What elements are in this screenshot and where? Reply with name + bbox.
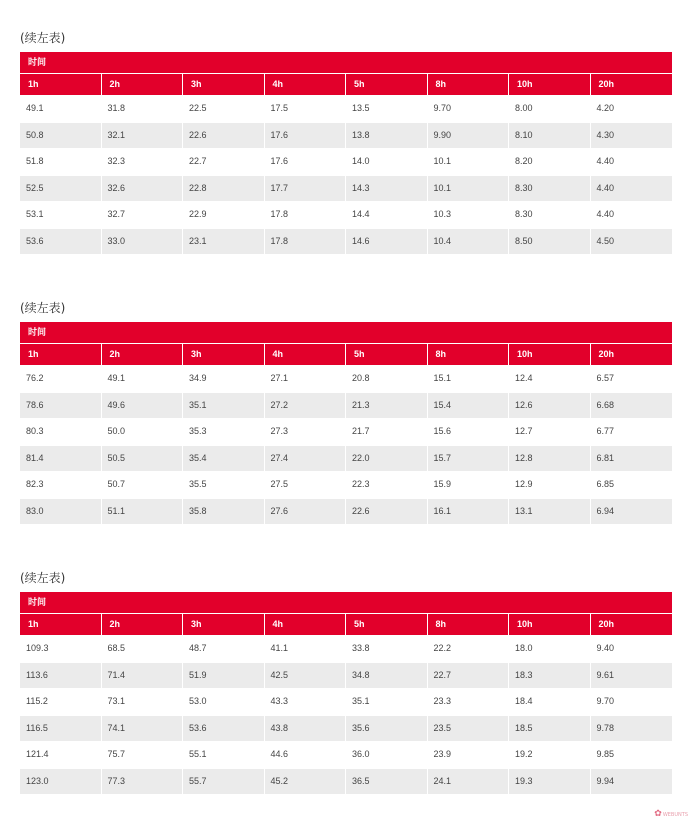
table-cell: 9.90 [428,122,510,149]
table-cell: 51.8 [20,148,102,175]
table-cell: 22.0 [346,445,428,472]
table-cell: 16.1 [428,498,510,525]
column-header: 20h [591,74,673,95]
table-row [20,688,672,715]
column-header: 20h [591,614,673,635]
table-cell: 13.8 [346,122,428,149]
table-cell: 27.1 [265,365,347,392]
table-cell: 34.8 [346,662,428,689]
table-cell: 68.5 [102,635,184,662]
table-cell: 23.5 [428,715,510,742]
table-cell: 53.6 [20,228,102,255]
times-table [20,592,672,794]
table-cell: 22.5 [183,95,265,122]
table-cell: 12.7 [509,418,591,445]
table-cell: 9.78 [591,715,673,742]
column-header: 8h [428,614,510,635]
table-cell: 35.6 [346,715,428,742]
table-cell: 15.1 [428,365,510,392]
table-cell: 36.5 [346,768,428,795]
table-cell: 14.3 [346,175,428,202]
column-header: 4h [265,74,347,95]
table-cell: 15.9 [428,471,510,498]
column-header: 2h [102,614,184,635]
table-row [20,95,672,122]
table-cell: 35.3 [183,418,265,445]
table-cell: 27.6 [265,498,347,525]
table-cell: 21.3 [346,392,428,419]
column-header: 4h [265,614,347,635]
column-header: 1h [20,614,102,635]
table-cell: 81.4 [20,445,102,472]
table-cell: 74.1 [102,715,184,742]
column-header: 1h [20,344,102,365]
table-cell: 22.8 [183,175,265,202]
table-row [20,228,672,255]
table-cell: 13.1 [509,498,591,525]
table-cell: 51.1 [102,498,184,525]
table-cell: 4.50 [591,228,673,255]
table-cell: 53.1 [20,201,102,228]
table-row [20,365,672,392]
table-caption: (续左表) [20,571,66,585]
table-cell: 17.8 [265,228,347,255]
table-row [20,201,672,228]
column-header: 2h [102,344,184,365]
table-caption: (续左表) [20,301,66,315]
table-cell: 43.8 [265,715,347,742]
table-cell: 8.20 [509,148,591,175]
table-cell: 51.9 [183,662,265,689]
table-cell: 13.5 [346,95,428,122]
column-header: 5h [346,344,428,365]
table-cell: 71.4 [102,662,184,689]
column-header: 1h [20,74,102,95]
table-cell: 9.70 [591,688,673,715]
table-row [20,498,672,525]
column-header: 3h [183,344,265,365]
table-cell: 55.7 [183,768,265,795]
table-cell: 14.0 [346,148,428,175]
table-cell: 6.68 [591,392,673,419]
table-cell: 123.0 [20,768,102,795]
table-cell: 27.5 [265,471,347,498]
table-cell: 23.3 [428,688,510,715]
table-cell: 49.1 [102,365,184,392]
table-cell: 33.8 [346,635,428,662]
table-cell: 17.7 [265,175,347,202]
table-cell: 32.1 [102,122,184,149]
column-header: 5h [346,614,428,635]
table-cell: 32.3 [102,148,184,175]
column-header: 3h [183,74,265,95]
watermark-text: WEBUNTS [662,812,688,818]
table-cell: 12.8 [509,445,591,472]
table-cell: 109.3 [20,635,102,662]
table-cell: 15.4 [428,392,510,419]
table-cell: 24.1 [428,768,510,795]
table-cell: 18.3 [509,662,591,689]
table-cell: 6.81 [591,445,673,472]
table-cell: 8.30 [509,175,591,202]
table-cell: 53.0 [183,688,265,715]
table-cell: 34.9 [183,365,265,392]
table-cell: 9.61 [591,662,673,689]
table-cell: 50.5 [102,445,184,472]
table-cell: 82.3 [20,471,102,498]
table-cell: 50.8 [20,122,102,149]
table-row [20,662,672,689]
table-cell: 22.7 [428,662,510,689]
table-cell: 21.7 [346,418,428,445]
table-cell: 4.40 [591,201,673,228]
table-cell: 6.94 [591,498,673,525]
table-cell: 23.9 [428,741,510,768]
table-cell: 8.10 [509,122,591,149]
table-cell: 8.30 [509,201,591,228]
table-cell: 76.2 [20,365,102,392]
column-header: 20h [591,344,673,365]
times-table [20,52,672,254]
time-header: 时间 [20,322,672,344]
table-cell: 42.5 [265,662,347,689]
table-cell: 35.1 [346,688,428,715]
column-header: 3h [183,614,265,635]
table-row [20,768,672,795]
times-table [20,322,672,524]
table-cell: 8.00 [509,95,591,122]
table-cell: 32.7 [102,201,184,228]
table-cell: 22.9 [183,201,265,228]
column-header: 4h [265,344,347,365]
table-cell: 4.30 [591,122,673,149]
table-cell: 49.1 [20,95,102,122]
table-cell: 78.6 [20,392,102,419]
table-cell: 17.5 [265,95,347,122]
table-cell: 115.2 [20,688,102,715]
table-cell: 17.6 [265,148,347,175]
table-cell: 31.8 [102,95,184,122]
table-cell: 6.85 [591,471,673,498]
time-header: 时间 [20,592,672,614]
column-header: 2h [102,74,184,95]
table-cell: 36.0 [346,741,428,768]
table-row [20,741,672,768]
table-cell: 33.0 [102,228,184,255]
table-cell: 10.1 [428,175,510,202]
logo-mark-icon: ✿ [654,809,662,819]
table-cell: 10.1 [428,148,510,175]
table-cell: 27.3 [265,418,347,445]
table-cell: 35.8 [183,498,265,525]
table-cell: 9.94 [591,768,673,795]
table-cell: 9.70 [428,95,510,122]
table-row [20,392,672,419]
table-cell: 41.1 [265,635,347,662]
table-cell: 9.40 [591,635,673,662]
data-table-2 [20,322,672,524]
table-cell: 80.3 [20,418,102,445]
table-cell: 53.6 [183,715,265,742]
table-cell: 113.6 [20,662,102,689]
table-cell: 20.8 [346,365,428,392]
watermark [654,809,688,819]
table-cell: 22.6 [346,498,428,525]
table-cell: 55.1 [183,741,265,768]
column-header: 8h [428,344,510,365]
table-cell: 32.6 [102,175,184,202]
table-cell: 12.6 [509,392,591,419]
column-header: 8h [428,74,510,95]
table-cell: 35.4 [183,445,265,472]
table-cell: 121.4 [20,741,102,768]
table-cell: 45.2 [265,768,347,795]
table-row [20,175,672,202]
table-cell: 27.4 [265,445,347,472]
table-cell: 44.6 [265,741,347,768]
table-cell: 6.77 [591,418,673,445]
table-cell: 18.0 [509,635,591,662]
table-cell: 4.40 [591,175,673,202]
table-cell: 9.85 [591,741,673,768]
table-cell: 35.5 [183,471,265,498]
table-cell: 6.57 [591,365,673,392]
table-cell: 116.5 [20,715,102,742]
table-cell: 10.3 [428,201,510,228]
table-cell: 4.20 [591,95,673,122]
table-cell: 8.50 [509,228,591,255]
table-row [20,148,672,175]
table-cell: 19.3 [509,768,591,795]
table-cell: 27.2 [265,392,347,419]
table-cell: 22.7 [183,148,265,175]
table-cell: 14.6 [346,228,428,255]
table-cell: 50.0 [102,418,184,445]
table-cell: 77.3 [102,768,184,795]
table-cell: 12.9 [509,471,591,498]
table-caption: (续左表) [20,31,66,45]
table-cell: 50.7 [102,471,184,498]
data-table-1 [20,52,672,254]
table-row [20,122,672,149]
data-table-3 [20,592,672,794]
table-cell: 15.6 [428,418,510,445]
table-cell: 10.4 [428,228,510,255]
table-cell: 52.5 [20,175,102,202]
table-cell: 4.40 [591,148,673,175]
table-cell: 35.1 [183,392,265,419]
table-cell: 23.1 [183,228,265,255]
table-row [20,715,672,742]
table-cell: 83.0 [20,498,102,525]
table-cell: 18.5 [509,715,591,742]
table-cell: 19.2 [509,741,591,768]
table-cell: 17.6 [265,122,347,149]
table-cell: 49.6 [102,392,184,419]
column-header: 10h [509,614,591,635]
table-cell: 73.1 [102,688,184,715]
table-cell: 14.4 [346,201,428,228]
table-row [20,635,672,662]
table-cell: 12.4 [509,365,591,392]
table-cell: 75.7 [102,741,184,768]
column-header: 5h [346,74,428,95]
table-cell: 22.3 [346,471,428,498]
column-header: 10h [509,74,591,95]
table-row [20,445,672,472]
table-cell: 17.8 [265,201,347,228]
table-cell: 22.6 [183,122,265,149]
table-row [20,418,672,445]
table-row [20,471,672,498]
table-cell: 15.7 [428,445,510,472]
time-header: 时间 [20,52,672,74]
table-cell: 18.4 [509,688,591,715]
table-cell: 43.3 [265,688,347,715]
column-header: 10h [509,344,591,365]
table-cell: 22.2 [428,635,510,662]
table-cell: 48.7 [183,635,265,662]
